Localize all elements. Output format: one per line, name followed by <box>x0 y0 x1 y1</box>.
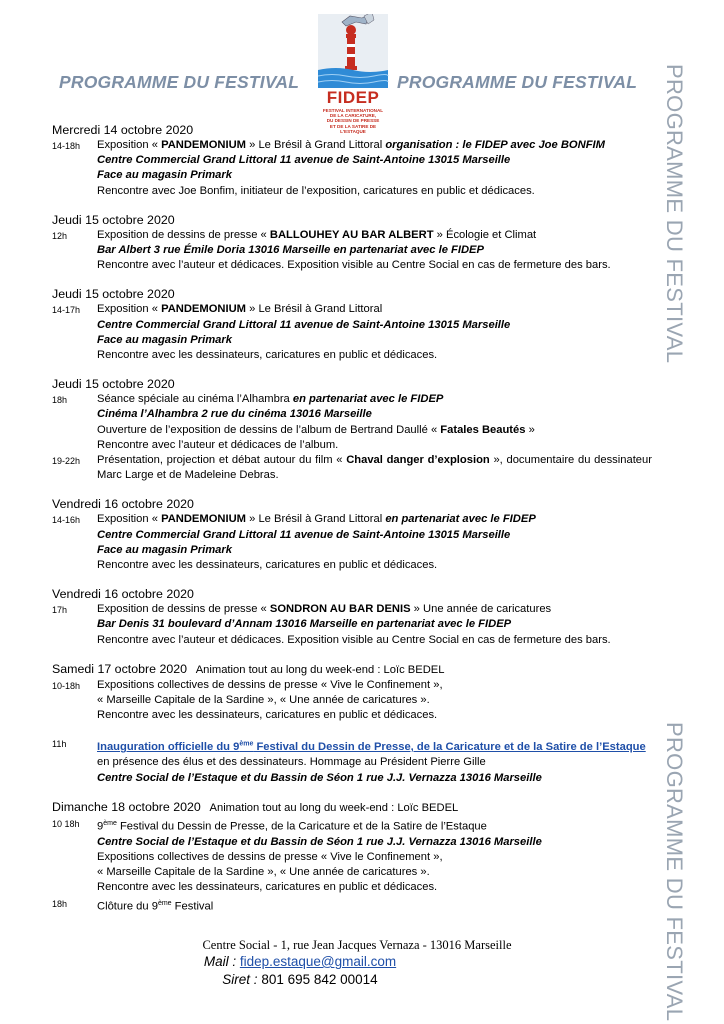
day-block <box>52 496 652 573</box>
event-row: 18h Séance spéciale au cinéma l’Alhambra en partenariat avec le FIDEP Cinéma l’Alhambra 2 rue du cinéma 13016 Marseille Ouverture de l’exposition de dessins de l’album de Bertrand Daullé « Fatales Beautés » Rencontre avec l’auteur et dédicaces de l’album. <box>52 392 652 453</box>
logo-name: FIDEP <box>326 88 380 107</box>
footer-siret: Siret : 801 695 842 00014 <box>222 972 378 987</box>
day-date: Dimanche 18 octobre 2020 Animation tout au long du week-end : Loïc BEDEL <box>52 799 459 814</box>
inauguration-link[interactable]: Inauguration officielle du 9ème Festival du Dessin de Presse, de la Caricature et de la Satire de l’Estaque <box>97 740 646 754</box>
event-time: 19-22h <box>52 456 81 467</box>
event-row: 19-22h Présentation, projection et débat autour du film « Chaval danger d’explosion », documentaire du dessinateur Marc Large et de Madeleine Debras. <box>52 454 652 482</box>
event-time: 14-17h <box>52 305 81 316</box>
vertical-title-bottom: PROGRAMME DU FESTIVAL <box>662 722 687 1022</box>
footer-mail: Mail : fidep.estaque@gmail.com <box>203 954 397 969</box>
event-row: 18h Clôture du 9ème Festival <box>52 898 214 913</box>
event-row: 11h Inauguration officielle du 9ème Festival du Dessin de Presse, de la Caricature et de la Satire de l’Estaque en présence des élus et des dessinateurs. Hommage au Président Pierre Gille Centre Social de l’Estaque et du Bassin de Séon 1 rue J.J. Vernazza 13016 Marseille <box>52 736 652 785</box>
event-location: Centre Social de l’Estaque et du Bassin de Séon 1 rue J.J. Vernazza 13016 Marseille <box>97 771 542 784</box>
event-time: 10-18h <box>52 680 81 691</box>
day-block <box>52 661 652 786</box>
event-location: Bar Albert 3 rue Émile Doria 13016 Marseille en partenariat avec le FIDEP <box>97 244 484 257</box>
event-row: 10-18h Expositions collectives de dessins de presse « Vive le Confinement », « Marseille Capitale de la Sardine », « Une année de caricatures ». Rencontre avec les dessinateurs, caricatures en public et dédicaces. <box>52 678 443 722</box>
event-time: 12h <box>52 230 68 241</box>
day-block <box>52 586 652 648</box>
day-date: Samedi 17 octobre 2020 Animation tout au long du week-end : Loïc BEDEL <box>52 661 445 676</box>
event-time: 17h <box>52 605 68 616</box>
logo-subtitle: FESTIVAL INTERNATIONAL DE LA CARICATURE, DU DESSIN DE PRESSE ET DE LA SATIRE DE L'ESTAQUE <box>322 108 384 134</box>
day-date: Vendredi 16 octobre 2020 <box>52 497 194 512</box>
event-location: Centre Commercial Grand Littoral 11 avenue de Saint-Antoine 13015 Marseille <box>97 528 511 541</box>
day-date: Jeudi 15 octobre 2020 <box>52 212 175 227</box>
event-location: Centre Social de l’Estaque et du Bassin de Séon 1 rue J.J. Vernazza 13016 Marseille <box>97 835 542 848</box>
day-date: Vendredi 16 octobre 2020 <box>52 587 194 602</box>
header-title-left: PROGRAMME DU FESTIVAL <box>59 72 300 92</box>
event-row: 14-17h Exposition « PANDEMONIUM » Le Brésil à Grand Littoral Centre Commercial Grand Littoral 11 avenue de Saint-Antoine 13015 Marseille Face au magasin Primark Rencontre avec les dessinateurs, caricatures en public et dédicaces. <box>52 302 652 363</box>
event-row: 14-16h Exposition « PANDEMONIUM » Le Brésil à Grand Littoral en partenariat avec le FIDEP Centre Commercial Grand Littoral 11 avenue de Saint-Antoine 13015 Marseille Face au magasin Primark Rencontre avec les dessinateurs, caricatures en public et dédicaces. <box>52 512 652 573</box>
email-link[interactable]: fidep.estaque@gmail.com <box>239 954 397 969</box>
lighthouse-icon <box>312 14 394 88</box>
day-date: Jeudi 15 octobre 2020 <box>52 377 175 392</box>
footer-address: Centre Social - 1, rue Jean Jacques Vernaza - 13016 Marseille <box>202 938 512 952</box>
day-block <box>52 122 652 199</box>
event-time: 14-18h <box>52 141 81 151</box>
event-time: 18h <box>52 898 68 909</box>
event-location: Cinéma l’Alhambra 2 rue du cinéma 13016 Marseille <box>97 408 372 421</box>
event-row: 14-18h Exposition « PANDEMONIUM » Le Brésil à Grand Littoral organisation : le FIDEP avec Joe BONFIM Centre Commercial Grand Littoral 11 avenue de Saint-Antoine 13015 Marseille Face au magasin Primark Rencontre avec Joe Bonfim, initiateur de l’exposition, caricatures en public et dédicaces. <box>52 138 652 199</box>
day-date: Jeudi 15 octobre 2020 <box>52 287 175 302</box>
day-date: Mercredi 14 octobre 2020 <box>52 123 194 137</box>
vertical-title-top: PROGRAMME DU FESTIVAL <box>662 64 687 364</box>
event-time: 11h <box>52 739 67 750</box>
event-time: 18h <box>52 395 68 406</box>
fidep-logo <box>312 14 394 132</box>
day-block <box>52 212 652 274</box>
programme-list <box>52 122 652 915</box>
header-title-right: PROGRAMME DU FESTIVAL <box>397 72 638 92</box>
day-block <box>52 376 652 483</box>
event-row: 17h Exposition de dessins de presse « SONDRON AU BAR DENIS » Une année de caricatures Bar Denis 31 boulevard d’Annam 13016 Marseille en partenariat avec le FIDEP Rencontre avec l’auteur et dédicaces. Exposition visible au Centre Social en cas de fermeture des bars. <box>52 602 652 648</box>
event-location: Centre Commercial Grand Littoral 11 avenue de Saint-Antoine 13015 Marseille <box>97 154 511 167</box>
day-block <box>52 799 652 915</box>
event-location: Bar Denis 31 boulevard d’Annam 13016 Marseille en partenariat avec le FIDEP <box>97 618 512 631</box>
day-block <box>52 286 652 363</box>
event-location: Centre Commercial Grand Littoral 11 avenue de Saint-Antoine 13015 Marseille <box>97 318 511 331</box>
event-time: 10 18h <box>52 818 80 829</box>
event-time: 14-16h <box>52 515 81 526</box>
event-row: 10 18h 9ème Festival du Dessin de Presse, de la Caricature et de la Satire de l’Estaque Centre Social de l’Estaque et du Bassin de Séon 1 rue J.J. Vernazza 13016 Marseille Expositions collectives de dessins de presse « Vive le Confinement », « Marseille Capitale de la Sardine », « Une année de caricatures ». Rencontre avec les dessinateurs, caricatures en public et dédicaces. <box>52 816 652 896</box>
event-row: 12h Exposition de dessins de presse « BALLOUHEY AU BAR ALBERT » Écologie et Climat Bar Albert 3 rue Émile Doria 13016 Marseille en partenariat avec le FIDEP Rencontre avec l’auteur et dédicaces. Exposition visible au Centre Social en cas de fermeture des bars. <box>52 228 652 274</box>
